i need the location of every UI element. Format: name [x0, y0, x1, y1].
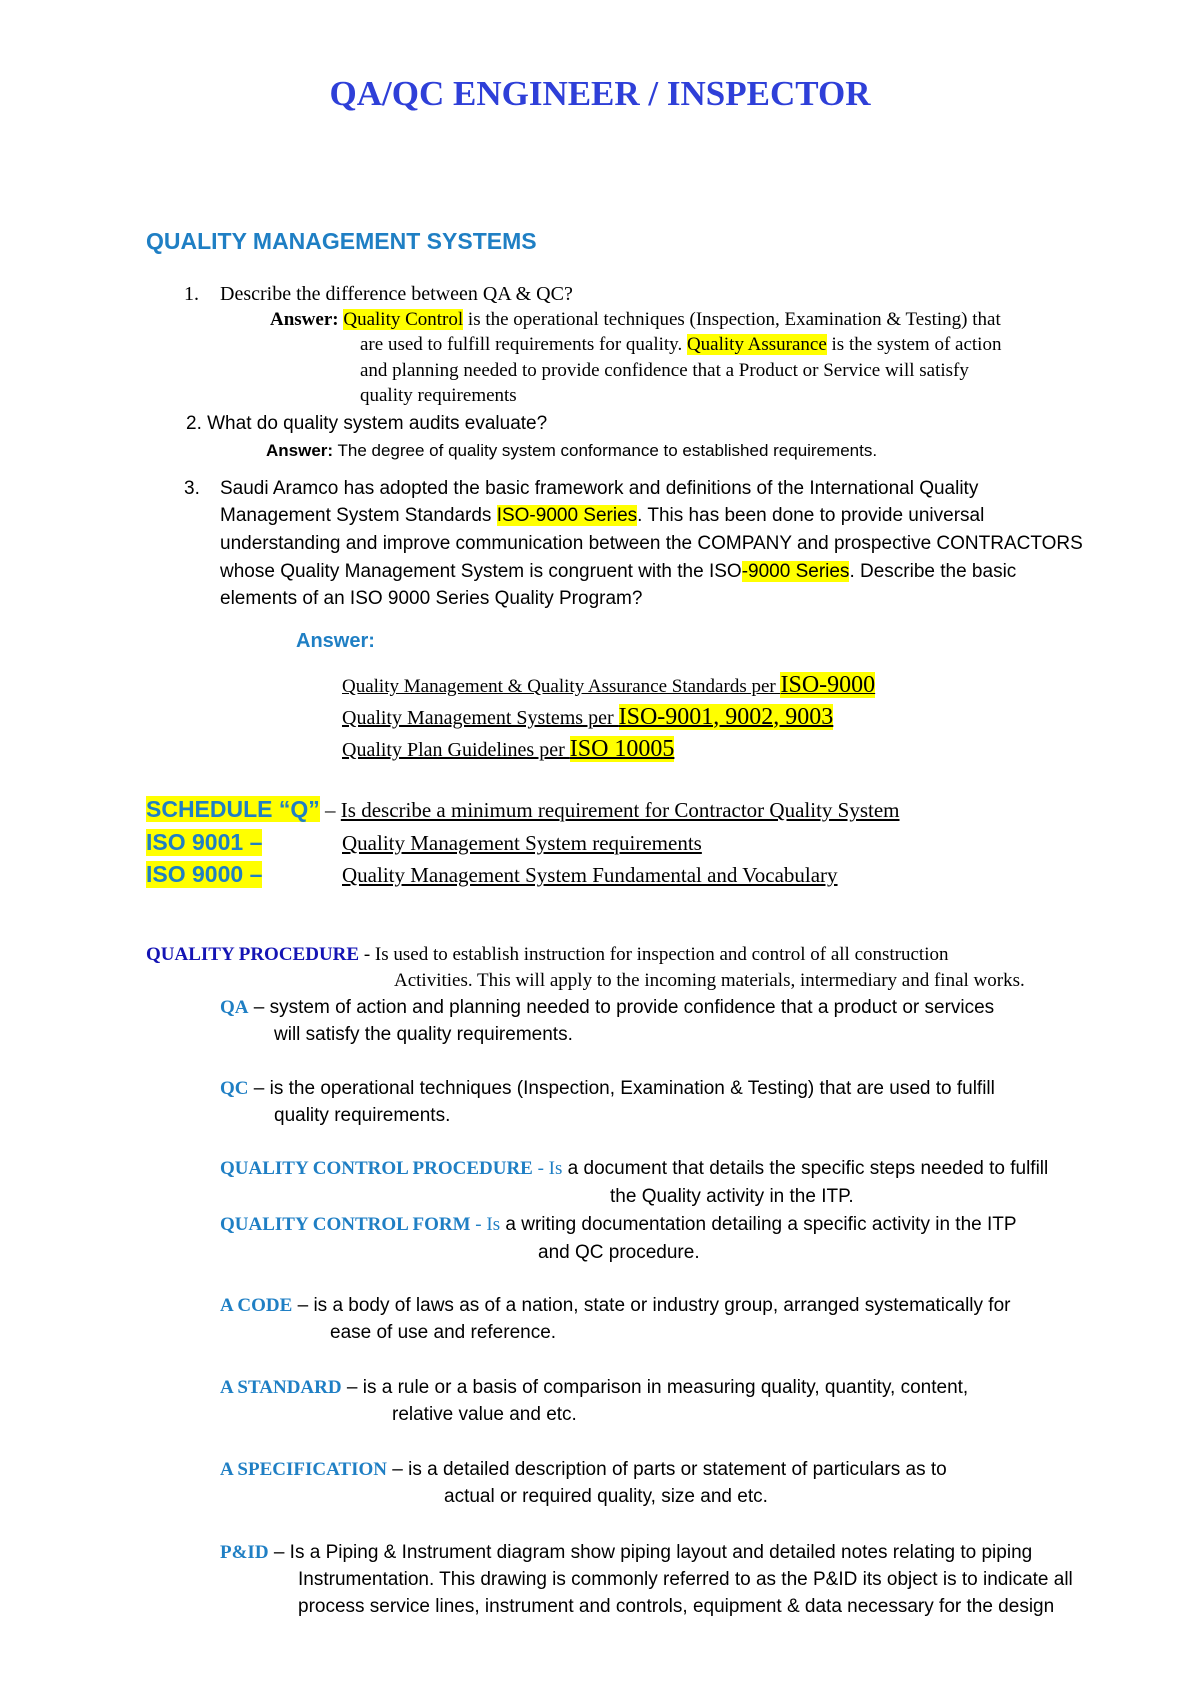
def-qcp-term: QUALITY CONTROL PROCEDURE: [220, 1158, 533, 1179]
def-code-text: – is a body of laws as of a nation, state or industry group, arranged systematically for: [292, 1295, 1011, 1316]
q3-line4-text: whose Quality Management System is congruent with the ISO: [220, 561, 742, 582]
highlight-9000-series: -9000 Series: [741, 561, 850, 582]
def-qa-line2: will satisfy the quality requirements.: [274, 1024, 573, 1045]
q1-line1-text: is the operational techniques (Inspection, Examination & Testing) that: [463, 309, 1001, 330]
schedule-q-dash: –: [319, 798, 341, 822]
def-qcp-text: a document that details the specific steps needed to fulfill: [562, 1158, 1049, 1179]
def-spec-line2: actual or required quality, size and etc.: [444, 1486, 768, 1507]
iso-item-text: Quality Plan Guidelines per: [342, 739, 570, 761]
def-qcf-line1: [220, 1214, 1017, 1236]
q3-line2-rest: . This has been done to provide universal: [637, 505, 985, 526]
def-standard-line1: [220, 1377, 968, 1399]
q1-line2-text: are used to fulfill requirements for quality.: [360, 334, 687, 355]
def-pid-text: – Is a Piping & Instrument diagram show piping layout and detailed notes relating to piping: [268, 1542, 1033, 1563]
def-pid-line3: process service lines, instrument and controls, equipment & data necessary for the design: [298, 1596, 1055, 1617]
def-spec-line1: [220, 1459, 947, 1481]
def-qcf-term: QUALITY CONTROL FORM: [220, 1214, 471, 1235]
q3-answer-label: Answer:: [296, 630, 375, 652]
schedule-q-label: SCHEDULE “Q”: [146, 796, 320, 822]
def-spec-term: A SPECIFICATION: [220, 1459, 387, 1480]
def-qcf-line2: and QC procedure.: [538, 1242, 700, 1263]
iso-item-1: [342, 672, 875, 699]
page-title: QA/QC ENGINEER / INSPECTOR: [329, 74, 871, 113]
iso-item-ref: ISO-9000: [780, 672, 876, 698]
schedule-q-text: Is describe a minimum requirement for Contractor Quality System: [340, 798, 900, 822]
def-standard-text: – is a rule or a basis of comparison in measuring quality, quantity, content,: [341, 1377, 969, 1398]
def-qcp-sep: - Is: [532, 1158, 563, 1179]
iso-item-ref: ISO-9001, 9002, 9003: [618, 704, 834, 730]
def-pid-line2: Instrumentation. This drawing is commonly referred to as the P&ID its object is to indicate all: [298, 1569, 1073, 1590]
q1-number: 1.: [184, 283, 199, 305]
quality-procedure-line2: Activities. This will apply to the incoming materials, intermediary and final works.: [394, 970, 1025, 991]
q3-line1: Saudi Aramco has adopted the basic framework and definitions of the International Quality: [220, 478, 979, 499]
def-standard-line2: relative value and etc.: [392, 1404, 577, 1425]
q1-answer-line1: [270, 309, 1001, 331]
iso-item-text: Quality Management Systems per: [342, 707, 619, 729]
q3-line5: elements of an ISO 9000 Series Quality Program?: [220, 588, 643, 609]
highlight-iso-9000-series: ISO-9000 Series: [496, 505, 638, 526]
def-pid-term: P&ID: [220, 1542, 269, 1563]
q3-line4-rest: . Describe the basic: [849, 561, 1017, 582]
def-qa-text: – system of action and planning needed to provide confidence that a product or services: [248, 997, 995, 1018]
def-qcf-sep: - Is: [470, 1214, 501, 1235]
def-qa-line1: [220, 997, 994, 1019]
def-qa-term: QA: [220, 997, 249, 1018]
def-qcf-text: a writing documentation detailing a specific activity in the ITP: [500, 1214, 1017, 1235]
iso-9000-text: Quality Management System Fundamental and Vocabulary: [342, 863, 838, 887]
q2-answer: [266, 441, 877, 461]
highlight-quality-control: Quality Control: [343, 309, 464, 330]
section-heading: QUALITY MANAGEMENT SYSTEMS: [146, 228, 537, 254]
iso-9001-text: Quality Management System requirements: [342, 831, 702, 855]
def-qcp-line1: [220, 1158, 1048, 1180]
iso-item-text: Quality Management & Quality Assurance Standards per: [342, 676, 781, 697]
def-standard-term: A STANDARD: [220, 1377, 342, 1398]
q3-line3: understanding and improve communication between the COMPANY and prospective CONTRACTORS: [220, 533, 1083, 554]
q3-line2-text: Management System Standards: [220, 505, 497, 526]
def-qc-text: – is the operational techniques (Inspection, Examination & Testing) that are used to fulfill: [248, 1078, 995, 1099]
q3-line4: [220, 561, 1016, 583]
q1-question: Describe the difference between QA & QC?: [220, 283, 573, 305]
q3-number: 3.: [184, 478, 200, 499]
def-spec-text: – is a detailed description of parts or statement of particulars as to: [386, 1459, 947, 1480]
quality-procedure-term: QUALITY PROCEDURE: [146, 944, 360, 965]
q2-answer-text: The degree of quality system conformance to established requirements.: [333, 441, 878, 460]
def-pid-line1: [220, 1542, 1032, 1564]
answer-label: Answer:: [266, 441, 334, 460]
highlight-quality-assurance: Quality Assurance: [686, 334, 827, 355]
q1-answer-line2: [360, 334, 1001, 356]
quality-procedure-line1: [146, 944, 949, 966]
iso-item-ref: ISO 10005: [569, 736, 675, 762]
def-qcp-line2: the Quality activity in the ITP.: [610, 1186, 854, 1207]
iso-item-2: [342, 704, 833, 731]
def-qc-term: QC: [220, 1078, 249, 1099]
def-code-term: A CODE: [220, 1295, 293, 1316]
q2-question: 2. What do quality system audits evaluate?: [186, 413, 548, 434]
def-qc-line1: [220, 1078, 995, 1100]
q1-answer-line4: quality requirements: [360, 385, 517, 406]
answer-label: Answer:: [270, 309, 339, 330]
iso-9000-label: ISO 9000 –: [146, 861, 263, 887]
def-qc-line2: quality requirements.: [274, 1105, 451, 1126]
def-code-line1: [220, 1295, 1010, 1317]
quality-procedure-text: - Is used to establish instruction for inspection and control of all construction: [359, 944, 949, 965]
iso-9001-label: ISO 9001 –: [146, 829, 263, 855]
def-code-line2: ease of use and reference.: [330, 1322, 557, 1343]
q1-answer-line3: and planning needed to provide confidence that a Product or Service will satisfy: [360, 360, 969, 381]
schedule-q-row: [146, 796, 900, 823]
q1-line2-rest: is the system of action: [826, 334, 1002, 355]
iso-item-3: [342, 736, 674, 763]
q3-line2: [220, 505, 984, 527]
